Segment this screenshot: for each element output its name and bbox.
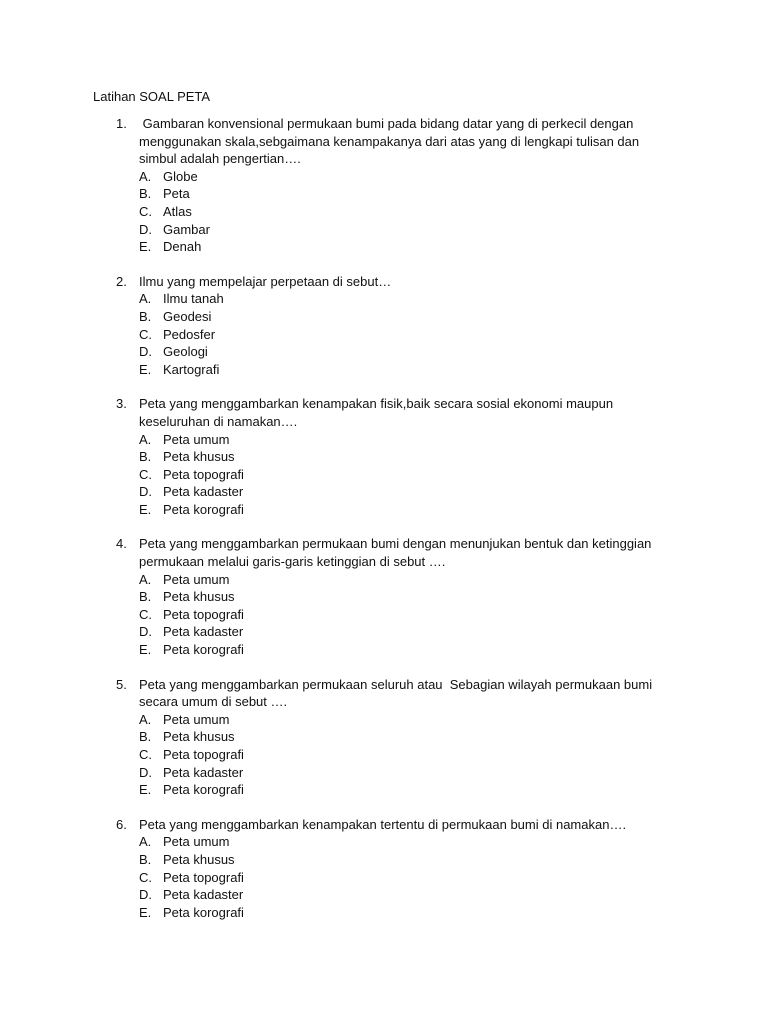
question-text: Peta yang menggambarkan permukaan bumi dengan menunjukan bentuk dan ketinggian permukaan melalui garis-garis ketinggian di sebut …. [139, 536, 652, 570]
option-text: Peta kadaster [163, 887, 244, 903]
option-letter: A. [139, 431, 152, 447]
option-letter: E. [139, 904, 152, 920]
option-letter: B. [139, 186, 152, 202]
option-text: Geologi [163, 344, 208, 360]
option-text: Peta topografi [163, 869, 244, 885]
option-letter: B. [139, 729, 152, 745]
option-e [0, 361, 768, 379]
option-b [0, 728, 768, 746]
option-d [0, 886, 768, 904]
option-text: Peta kadaster [163, 764, 244, 780]
question-2 [0, 273, 768, 379]
option-d [0, 483, 768, 501]
option-e [0, 904, 768, 922]
option-list [0, 168, 768, 256]
option-d [0, 623, 768, 641]
question-number: 1. [116, 116, 127, 131]
option-letter: E. [139, 782, 152, 798]
option-text: Peta umum [163, 711, 230, 727]
option-text: Peta khusus [163, 589, 235, 605]
option-letter: C. [139, 869, 152, 885]
option-text: Peta umum [163, 431, 230, 447]
option-letter: A. [139, 168, 152, 184]
option-a [0, 431, 768, 449]
question-number: 3. [116, 396, 127, 412]
option-letter: C. [139, 466, 152, 482]
option-letter: A. [139, 834, 152, 850]
document-title: Latihan SOAL PETA [93, 89, 211, 104]
option-e [0, 781, 768, 799]
option-e [0, 501, 768, 519]
question-number: 5. [116, 676, 127, 692]
option-letter: E. [139, 239, 152, 255]
option-c [0, 203, 768, 221]
option-text: Peta topografi [163, 606, 244, 622]
option-b [0, 448, 768, 466]
option-letter: C. [139, 606, 152, 622]
question-text: Peta yang menggambarkan kenampakan fisik,baik secara sosial ekonomi maupun keseluruhan di namakan…. [139, 396, 614, 429]
option-e [0, 641, 768, 659]
option-a [0, 711, 768, 729]
option-letter: D. [139, 221, 152, 237]
question-list [0, 115, 768, 938]
option-text: Peta topografi [163, 747, 244, 762]
option-letter: D. [139, 624, 152, 640]
option-d [0, 764, 768, 782]
option-text: Peta topografi [163, 466, 244, 482]
option-list [0, 431, 768, 519]
question-number: 4. [116, 536, 127, 552]
option-letter: B. [139, 589, 152, 605]
option-b [0, 185, 768, 203]
option-a [0, 290, 768, 308]
option-text: Peta korografi [163, 782, 244, 798]
option-letter: D. [139, 484, 152, 500]
option-text: Peta khusus [163, 851, 235, 867]
option-letter: C. [139, 203, 152, 219]
option-text: Peta kadaster [163, 484, 244, 500]
option-b [0, 851, 768, 869]
option-c [0, 466, 768, 484]
question-1 [0, 115, 768, 256]
option-text: Peta korografi [163, 904, 244, 920]
option-text: Atlas [163, 203, 192, 219]
option-letter: C. [139, 747, 152, 762]
option-c [0, 606, 768, 624]
option-e [0, 238, 768, 256]
option-letter: E. [139, 361, 152, 377]
option-c [0, 326, 768, 344]
question-number: 2. [116, 273, 127, 289]
option-list [0, 711, 768, 799]
option-text: Gambar [163, 221, 210, 237]
option-letter: B. [139, 308, 152, 324]
option-d [0, 343, 768, 361]
option-letter: A. [139, 291, 152, 307]
option-list [0, 290, 768, 378]
option-list [0, 833, 768, 921]
option-text: Peta [163, 186, 190, 202]
option-letter: E. [139, 501, 152, 517]
option-text: Peta korografi [163, 642, 244, 658]
option-c [0, 746, 768, 764]
option-text: Peta korografi [163, 501, 244, 517]
option-text: Globe [163, 168, 198, 184]
option-c [0, 869, 768, 887]
option-b [0, 588, 768, 606]
option-letter: C. [139, 326, 152, 342]
option-letter: A. [139, 711, 152, 727]
question-text: Gambaran konvensional permukaan bumi pada bidang datar yang di perkecil dengan menggunakan skala,sebgaimana kenampakanya dari atas yang di lengkapi tulisan dan simbul adalah pengertian…. [139, 116, 643, 167]
option-text: Denah [163, 239, 202, 255]
question-3 [0, 395, 768, 518]
question-4 [0, 535, 768, 658]
option-text: Peta kadaster [163, 624, 244, 640]
option-text: Ilmu tanah [163, 291, 224, 307]
option-text: Pedosfer [163, 326, 216, 342]
option-text: Peta khusus [163, 449, 235, 465]
question-5 [0, 676, 768, 799]
question-6 [0, 816, 768, 922]
question-text: Ilmu yang mempelajar perpetaan di sebut… [139, 273, 392, 289]
option-text: Peta umum [163, 571, 230, 587]
option-list [0, 571, 768, 659]
question-text: Peta yang menggambarkan kenampakan tertentu di permukaan bumi di namakan…. [139, 816, 627, 832]
option-letter: B. [139, 449, 152, 465]
option-text: Peta umum [163, 834, 230, 850]
option-d [0, 221, 768, 239]
option-a [0, 571, 768, 589]
question-text: Peta yang menggambarkan permukaan seluruh atau Sebagian wilayah permukaan bumi secara umum di sebut …. [139, 676, 656, 710]
option-letter: E. [139, 642, 152, 658]
option-letter: B. [139, 851, 152, 867]
option-a [0, 833, 768, 851]
option-text: Kartografi [163, 361, 220, 377]
option-letter: D. [139, 344, 152, 360]
option-b [0, 308, 768, 326]
option-a [0, 168, 768, 186]
option-text: Geodesi [163, 308, 212, 324]
question-number: 6. [116, 816, 127, 832]
option-letter: D. [139, 887, 152, 903]
option-text: Peta khusus [163, 729, 235, 745]
option-letter: D. [139, 764, 152, 780]
option-letter: A. [139, 571, 152, 587]
